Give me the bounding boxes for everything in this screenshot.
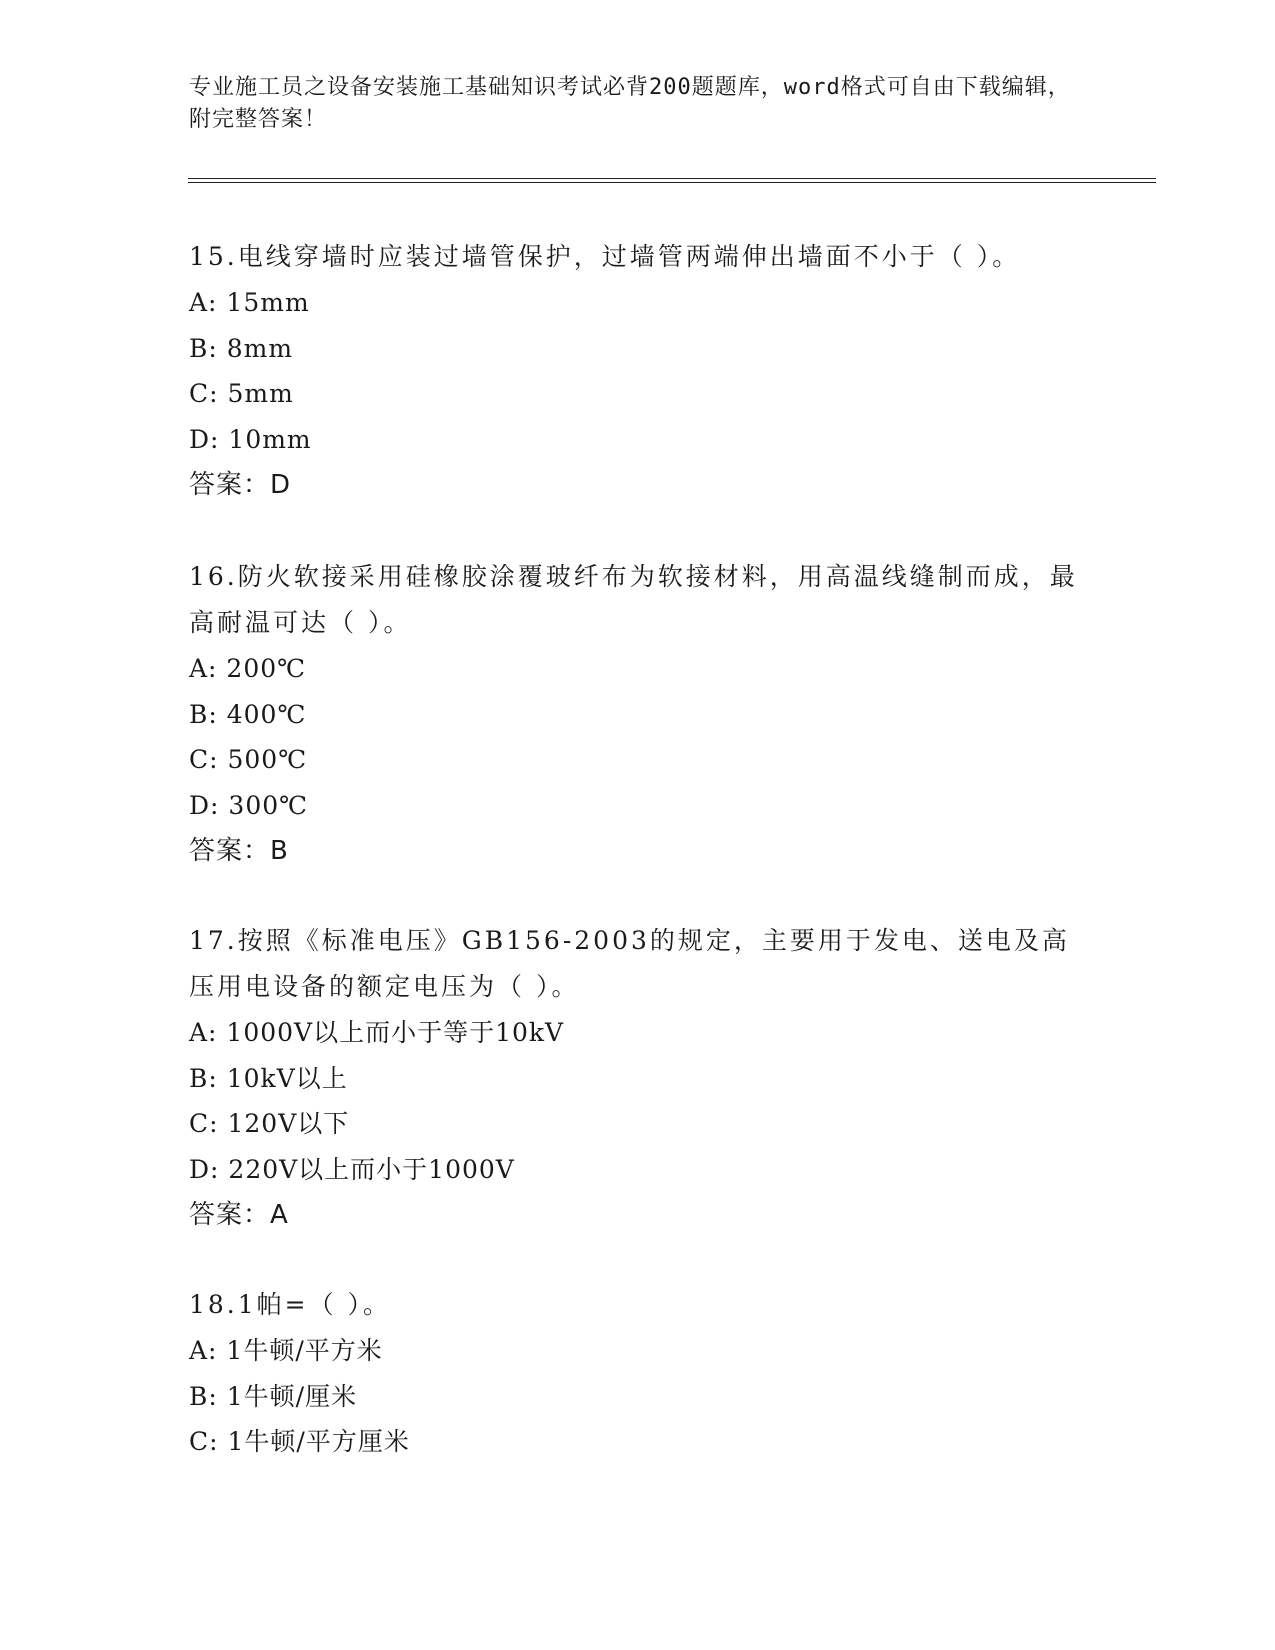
answer: 答案：D	[189, 470, 292, 500]
option-b: B: 400℃	[189, 699, 307, 729]
option-d: D: 10mm	[189, 424, 312, 454]
page-header-title: 专业施工员之设备安装施工基础知识考试必背200题题库，word格式可自由下载编辑，附完整答案！	[189, 75, 1071, 132]
option-c: C: 5mm	[189, 379, 294, 408]
question-stem: 18.1帕=（ ）。	[189, 1290, 392, 1319]
answer: 答案：A	[189, 1200, 289, 1230]
question-stem: 16.防火软接采用硅橡胶涂覆玻纤布为软接材料，用高温线缝制而成，最高耐温可达（ ）。	[189, 562, 1078, 637]
header-divider	[188, 178, 1156, 183]
option-b: B: 10kV以上	[189, 1063, 348, 1093]
option-a: A: 1000V以上而小于等于10kV	[189, 1018, 565, 1047]
question-18	[189, 1282, 1089, 1465]
option-c: C: 1牛顿/平方厘米	[189, 1427, 410, 1456]
question-16	[189, 554, 1089, 874]
option-c: C: 500℃	[189, 745, 308, 774]
option-b: B: 8mm	[189, 333, 294, 363]
option-d: D: 300℃	[189, 790, 309, 820]
option-a: A: 1牛顿/平方米	[189, 1336, 383, 1365]
question-17	[189, 918, 1089, 1238]
question-15	[189, 234, 1089, 508]
option-a: A: 15mm	[189, 288, 310, 317]
option-d: D: 220V以上而小于1000V	[189, 1154, 515, 1184]
answer: 答案：B	[189, 836, 289, 866]
question-stem: 17.按照《标准电压》GB156-2003的规定，主要用于发电、送电及高压用电设备的额定电压为（ ）。	[189, 926, 1070, 1001]
option-b: B: 1牛顿/厘米	[189, 1381, 358, 1411]
question-stem: 15.电线穿墙时应装过墙管保护，过墙管两端伸出墙面不小于（ ）。	[189, 242, 1021, 271]
option-c: C: 120V以下	[189, 1109, 350, 1138]
option-a: A: 200℃	[189, 654, 307, 683]
